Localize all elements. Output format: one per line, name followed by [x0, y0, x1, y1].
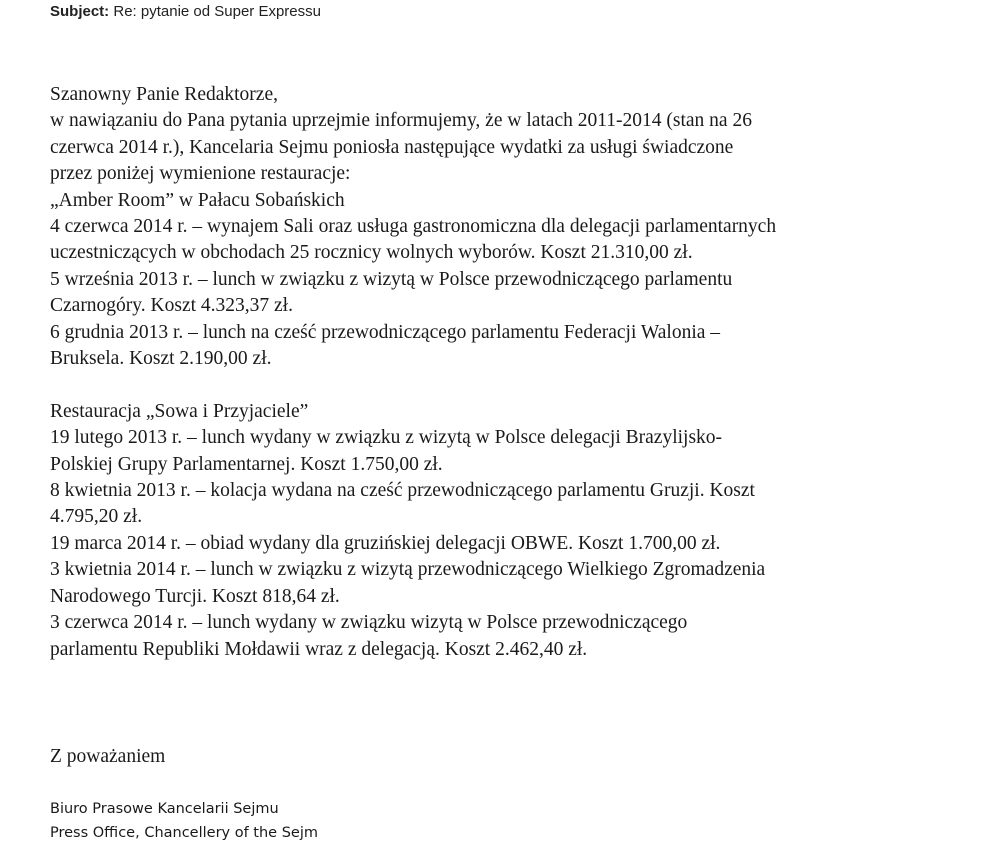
- signature-block: [50, 797, 318, 845]
- expense-line: Bruksela. Koszt 2.190,00 zł.: [50, 348, 272, 370]
- signature-line: Press Office, Chancellery of the Sejm: [50, 825, 318, 841]
- restaurant-name-sowa: Restauracja „Sowa i Przyjaciele”: [50, 400, 309, 422]
- subject-label: Subject:: [50, 3, 110, 20]
- email-subject-line: [50, 3, 321, 20]
- expense-line: 3 czerwca 2014 r. – lunch wydany w związku wizytą w Polsce przewodniczącego: [50, 612, 688, 634]
- closing-salutation: Z poważaniem: [50, 746, 166, 767]
- expense-line: 5 września 2013 r. – lunch w związku z wizytą w Polsce przewodniczącego parlamentu: [50, 268, 733, 290]
- expense-line: 4.795,20 zł.: [50, 506, 143, 528]
- expense-line: 19 lutego 2013 r. – lunch wydany w związku z wizytą w Polsce delegacji Brazylijsko-: [50, 427, 723, 449]
- paragraph-gap: [50, 372, 980, 398]
- expense-line: parlamentu Republiki Mołdawii wraz z delegacją. Koszt 2.462,40 zł.: [50, 638, 588, 660]
- expense-line: Czarnogóry. Koszt 4.323,37 zł.: [50, 295, 293, 317]
- intro-line: czerwca 2014 r.), Kancelaria Sejmu poniosła następujące wydatki za usługi świadczone: [50, 136, 734, 158]
- intro-line: w nawiązaniu do Pana pytania uprzejmie informujemy, że w latach 2011-2014 (stan na 26: [50, 110, 752, 132]
- greeting: Szanowny Panie Redaktorze,: [50, 84, 278, 105]
- restaurant-name-amber-room: „Amber Room” w Pałacu Sobańskich: [50, 189, 345, 211]
- subject-value: Re: pytanie od Super Expressu: [113, 3, 321, 20]
- expense-line: Narodowego Turcji. Koszt 818,64 zł.: [50, 585, 340, 607]
- expense-line: Polskiej Grupy Parlamentarnej. Koszt 1.750,00 zł.: [50, 453, 443, 475]
- expense-line: 8 kwietnia 2013 r. – kolacja wydana na cześć przewodniczącego parlamentu Gruzji. Koszt: [50, 480, 755, 502]
- expense-line: 6 grudnia 2013 r. – lunch na cześć przewodniczącego parlamentu Federacji Walonia –: [50, 321, 721, 343]
- expense-line: uczestniczących w obchodach 25 rocznicy wolnych wyborów. Koszt 21.310,00 zł.: [50, 242, 693, 264]
- expense-line: 19 marca 2014 r. – obiad wydany dla gruzińskiej delegacji OBWE. Koszt 1.700,00 zł.: [50, 532, 721, 554]
- expense-line: 3 kwietnia 2014 r. – lunch w związku z wizytą przewodniczącego Wielkiego Zgromadzenia: [50, 559, 766, 581]
- letter-body: [50, 82, 980, 663]
- intro-line: przez poniżej wymienione restauracje:: [50, 163, 351, 185]
- expense-line: 4 czerwca 2014 r. – wynajem Sali oraz usługa gastronomiczna dla delegacji parlamentarnych: [50, 216, 777, 238]
- signature-line: Biuro Prasowe Kancelarii Sejmu: [50, 801, 279, 817]
